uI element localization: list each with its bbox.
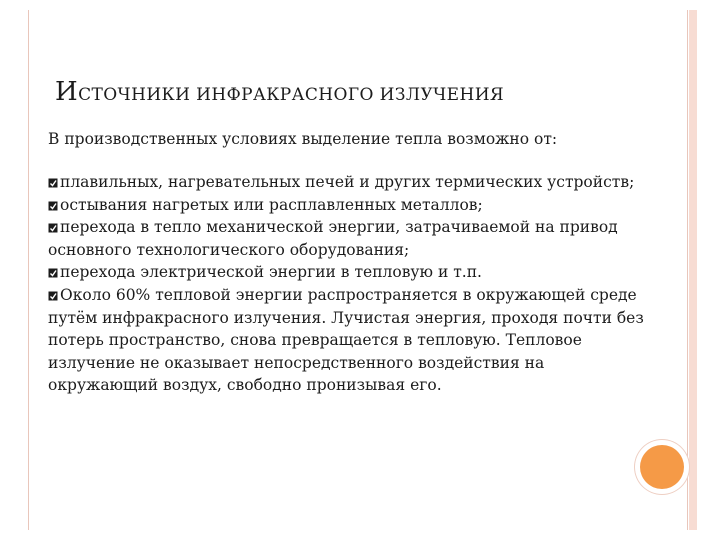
checkbox-square-icon (48, 201, 58, 211)
list-item (48, 194, 648, 217)
title-initial: И (55, 77, 79, 107)
slide-title (55, 77, 505, 107)
list-item (48, 261, 648, 284)
title-rest: СТОЧНИКИ ИНФРАКРАСНОГО ИЗЛУЧЕНИЯ (78, 85, 505, 105)
checkbox-square-icon (48, 291, 58, 301)
list-item (48, 284, 648, 397)
decorative-orange-circle (640, 445, 684, 489)
list-item (48, 171, 648, 194)
checkbox-square-icon (48, 223, 58, 233)
checkbox-square-icon (48, 178, 58, 188)
bullet-list (48, 171, 648, 397)
intro-text: В производственных условиях выделение тепла возможно от: (48, 130, 558, 148)
list-item (48, 216, 648, 261)
list-item-text: перехода в тепло механической энергии, затрачиваемой на привод основного технологического оборудования; (48, 218, 618, 259)
right-decorative-stripe (689, 10, 697, 530)
list-item-text: Около 60% тепловой энергии распространяется в окружающей среде путём инфракрасного излучения. Лучистая энергия, проходя почти без потерь пространство, снова превращается в тепловую. Тепловое излучение не оказывает непосредственного воздействия на окружающий воздух, свободно пронизывая его. (48, 285, 644, 395)
list-item-text: остывания нагретых или расплавленных металлов; (60, 195, 483, 214)
checkbox-square-icon (48, 268, 58, 278)
list-item-text: плавильных, нагревательных печей и других термических устройств; (60, 173, 635, 191)
list-item-text: перехода электрической энергии в тепловую и т.п. (60, 263, 482, 282)
